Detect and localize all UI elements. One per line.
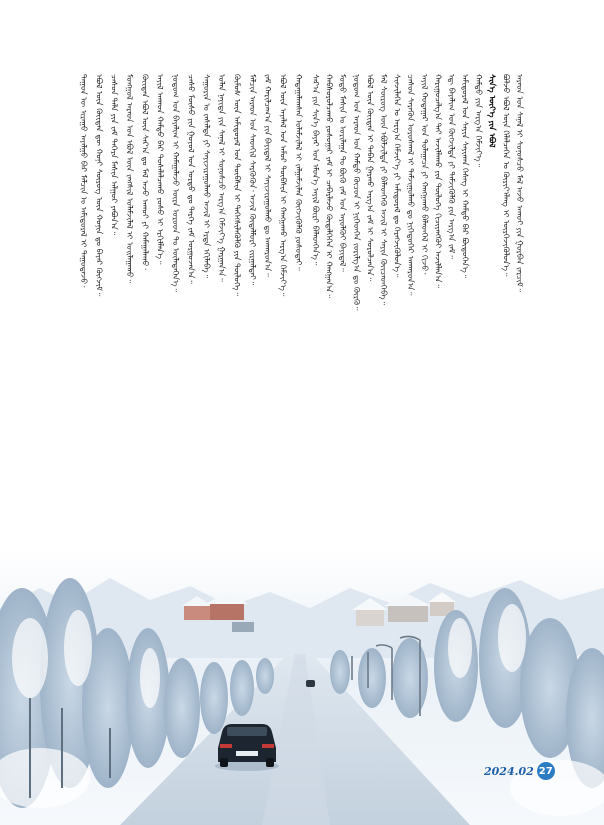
text-column: ᠬᠦᠢᠲᠡᠨ ᠡᠪᠦᠯ ᠦᠨ ᠰᠠᠷ᠎ᠠ ᠳᠤ ᠮᠠᠯ ᠠᠵᠤ ᠠᠬᠤᠢ ᠶᠢ ᠬᠠᠮᠠᠭᠠᠯᠠᠬᠤ᠂: [140, 74, 151, 270]
text-column: ᠨᠤᠲᠤᠭ ᠤᠨ ᠠᠷᠠᠳ ᠤᠨ ᠬᠠᠮᠲᠤ ᠬᠦᠴᠦᠨ ᠢ ᠨᠢᠭᠡᠳᠬᠡᠨ ᠵᠣᠷᠢᠯᠭ᠎ᠠ ᠳᠤ ᠬᠦᠷᠬᠦ᠃: [351, 74, 362, 311]
text-column: ᠬᠠᠪᠰᠤᠷᠤᠯᠴᠠᠬᠤ ᠶᠣᠰᠤᠭᠠᠷ ᠵᠠᠮ ᠢ ᠴᠡᠪᠡᠷᠯᠡᠵᠦ ᠬᠥᠳᠡᠯᠭᠡᠭᠡᠨ ᠢ ᠬᠠᠩᠭᠠᠨ᠎ᠠ᠃: [324, 74, 335, 299]
article-text-right-block: [310, 74, 525, 534]
text-column: ᠵᠠᠮ ᠬᠠᠷᠢᠯᠴᠠᠭ᠎ᠠ ᠶᠢᠨ ᠪᠠᠶᠢᠳᠠᠯ ᠢ ᠰᠠᠶᠢᠵᠢᠷᠠᠭᠤᠯᠬᠤ ᠳᠤ ᠠᠨᠬᠠᠷᠤᠨ᠎ᠠ᠃: [263, 74, 274, 277]
issue-date: 2024.02: [484, 764, 534, 778]
text-column: ᠰᠠᠷ᠎ᠠ ᠶᠢᠨ ᠰᠢᠨ᠎ᠡ ᠪᠠᠶᠠᠷ ᠤᠨ ᠡᠮᠦᠨ᠎ᠡ ᠠᠶᠢᠯ ᠪᠦᠷᠢ ᠪᠡᠯᠡᠳᠬᠡᠨ᠎ᠡ᠃: [311, 74, 321, 266]
article-text-left-block: [78, 74, 304, 546]
text-column: ᠠᠶᠢᠯ ᠬᠣᠲᠠᠭᠠᠷ ᠤᠨ ᠳᠤᠯᠠᠭᠠᠴᠠ ᠶᠢ ᠬᠠᠩᠭᠠᠬᠤ ᠪᠡᠯᠡᠳᠬᠡᠯ ᠢ ᠬᠢᠵᠦ᠂: [419, 74, 430, 275]
text-column: ᠬᠠᠳᠠᠭᠠᠯᠠᠭᠰᠠᠨ ᠤᠯᠠᠮᠵᠢᠯᠠᠯ ᠢ ᠵᠠᠯᠭᠠᠮᠵᠢᠯᠠᠨ ᠬᠥᠭᠵᠢᠭᠦᠯᠬᠦ ᠶᠣᠰᠤᠲᠠᠢ᠃: [293, 74, 304, 271]
text-column: ᠮᠣᠩᠭᠣᠯ ᠠᠷᠠᠳ ᠤᠨ ᠡᠪᠦᠯ ᠦᠨ ᠵᠠᠩᠱᠢᠯ ᠤᠯᠠᠮᠵᠢᠯᠠᠯ ᠢ ᠣᠢᠯᠠᠭᠠᠬᠤ᠃: [125, 74, 136, 284]
text-column: ᠮᠣᠲᠣ ᠮᠠᠰᠢᠨ ᠤ ᠣᠷᠢᠯᠠᠭᠠ ᠲᠤ ᠪᠦᠬᠦ ᠵᠠᠮ ᠤᠨ ᠠᠶᠤᠯᠭᠦᠢ ᠪᠠᠶᠢᠳᠠᠯ᠃: [338, 74, 349, 272]
text-column: ᠴᠠᠰᠤᠨ ᠰᠡᠷᠡᠭᠦᠨ ᠤᠷᠤᠰᠬᠠᠯ ᠢ ᠳᠠᠮᠵᠢᠭᠤᠯᠬᠤ ᠳᠤ ᠨᠢᠭᠡᠳᠦᠭᠡᠷ ᠠᠨᠬᠠᠷᠤᠨ᠎ᠠ᠃: [406, 74, 417, 296]
distant-car: [306, 680, 315, 687]
text-column: ᠡᠪᠦᠯ ᠦᠨ ᠬᠦᠢᠲᠡᠨ ᠳᠦ ᠬᠣᠨᠢ ᠰᠦᠷᠦᠭ ᠦᠨ ᠬᠣᠨᠢᠨ ᠳᠤ ᠪᠠᠶᠠᠷ ᠬᠥᠭᠵᠢᠮ᠃: [94, 74, 105, 297]
page-folio: [484, 762, 555, 780]
text-column: ᠠᠮᠢᠳᠤᠷᠠᠯ ᠤᠨ ᠰᠠᠶᠢᠨ ᠰᠠᠶᠢᠬᠠᠨ ᠬᠡᠰᠡᠭ ᠢ ᠬᠠᠮᠲᠤ ᠪᠡᠷ ᠪᠦᠲᠦᠭᠡᠨ᠎ᠡ᠃: [460, 74, 471, 279]
text-column: ᠬᠠᠷᠢᠭᠤᠴᠠᠯᠭ᠎ᠠ ᠲᠠᠢ ᠠᠵᠢᠯᠯᠠᠬᠤ ᠶᠢᠨ ᠲᠥᠯᠦᠭᠡ ᠬᠢᠴᠢᠶᠡᠩᠭᠦᠢ ᠠᠵᠢᠯᠯᠠᠨ᠎ᠠ᠃: [433, 74, 444, 289]
text-column: ᠨᠤᠲᠤᠭ ᠤᠨ ᠪᠠᠶᠠᠯᠢᠭ ᠢ ᠬᠠᠮᠠᠭᠠᠯᠠᠵᠤ ᠦᠷᠡ ᠣᠷᠣᠳ ᠲᠤ ᠦᠯᠡᠳᠡᠭᠡᠨ᠎ᠡ᠃: [171, 74, 182, 293]
text-column: ᠪᠣᠯᠵᠤ ᠡᠪᠦᠯ ᠦᠨ ᠬᠡᠯᠡᠯᠴᠡᠭᠡᠨ ᠤ ᠬᠦᠷᠢᠶ᠎ᠡᠯᠡᠩ ᠢ ᠥᠷᠭᠡᠵᠢᠭᠦᠯᠦᠨ᠎ᠡ᠃: [501, 74, 512, 277]
text-column: ᠡᠳ᠋ ᠪᠠᠶᠠᠯᠢᠭ ᠤᠨ ᠬᠥᠭᠵᠢᠯᠲᠡ ᠶᠢ ᠳᠡᠮᠵᠢᠭᠦᠯᠬᠦ ᠶᠢᠨ ᠠᠷᠭ᠎ᠠ ᠵᠠᠮ᠃: [446, 74, 457, 259]
text-column: ᠡᠪᠦᠯ ᠦᠨ ᠬᠦᠢᠲᠡᠨ ᠢ ᠳᠠᠪᠠᠨ ᠭᠠᠷᠬᠤ ᠠᠷᠭ᠎ᠠ ᠵᠠᠮ ᠢ ᠰᠤᠷᠤᠯᠴᠠᠨ᠎ᠠ᠃: [365, 74, 376, 282]
winter-road-photo: [0, 548, 604, 825]
text-column: ᠡᠪᠦᠯ ᠦᠨ ᠠᠶᠠᠯᠠᠯ ᠤᠨ ᠠᠮᠤᠷ ᠲᠦᠪᠰᠢᠨ ᠢ ᠬᠠᠩᠭᠠᠬᠤ ᠠᠷᠭ᠎ᠠ ᠬᠡᠮᠵᠢᠶ᠎ᠡ᠃: [278, 74, 289, 297]
text-column: ᠬᠠᠮᠲᠤ ᠶᠢᠨ ᠠᠷᠭ᠎ᠠ ᠬᠡᠮᠵᠢᠶ᠎ᠡ᠃: [474, 74, 485, 168]
text-column: ᠬᠦᠮᠦᠰ ᠦᠨ ᠠᠮᠢᠳᠤᠷᠠᠯ ᠤᠨ ᠲᠦᠪᠰᠢᠨ ᠢ ᠳᠡᠭᠡᠭᠰᠢᠯᠡᠭᠦᠯᠬᠦ ᠶᠢᠨ ᠲᠥᠯᠦᠭᠡ᠃: [232, 74, 243, 297]
text-column: ᠠᠶᠢᠯ ᠠᠬᠠᠳ ᠬᠠᠮᠲᠤ ᠪᠡᠷ ᠲᠤᠰᠠᠯᠠᠯᠴᠠᠬᠤ ᠶᠣᠰᠤ ᠢ ᠡᠷᠬᠢᠮᠯᠡᠨ᠎ᠡ᠃: [155, 74, 166, 265]
text-column: ᠣᠯᠠᠨ ᠨᠡᠶᠢᠲᠡ ᠶᠢᠨ ᠰᠠᠨᠠᠯ ᠢ ᠰᠣᠨᠣᠰᠴᠤ ᠠᠷᠭ᠎ᠠ ᠬᠡᠮᠵᠢᠶ᠎ᠡ ᠭᠠᠷᠭᠠᠨ᠎ᠠ᠃: [217, 74, 228, 282]
text-column: ᠮᠠᠯ ᠰᠦᠷᠦᠭ ᠦᠨ ᠡᠪᠦᠯᠵᠢᠯᠲᠡ ᠶᠢ ᠪᠡᠯᠡᠳᠬᠡᠬᠦ ᠠᠵᠢᠯ ᠢ ᠰᠠᠶᠢᠨ ᠭᠦᠢᠴᠡᠳᠬᠡᠪᠡ᠃: [378, 74, 389, 306]
text-column: ᠰᠠᠭᠤᠷᠢᠨ ᠤ ᠵᠠᠰᠠᠯᠲᠠ ᠶᠢ ᠰᠠᠶᠢᠵᠢᠷᠠᠭᠤᠯᠬᠤ ᠠᠵᠢᠯ ᠢ ᠡᠷᠲᠡ ᠡᠬᠢᠯᠡᠪᠡ᠃: [201, 74, 212, 279]
text-column: ᠠᠷᠠᠳ ᠤᠨ ᠰᠠᠨᠠᠯ ᠢ ᠰᠣᠨᠣᠰᠴᠤ ᠮᠠᠯ ᠠᠵᠤ ᠠᠬᠤᠢ ᠶᠢᠨ ᠭᠤᠷᠪᠠᠨ ᠵᠠᠷᠴᠢᠮ᠃: [514, 74, 525, 293]
article-heading: ᠰᠢᠨ᠎ᠡ ᠦᠶ᠎ᠡ ᠶᠢᠨ ᠡᠪᠦᠯ: [487, 74, 498, 148]
text-column: ᠴᠠᠰᠤ ᠮᠥᠰᠦ ᠶᠢᠨ ᠭᠤᠶᠤᠯ ᠤᠨ ᠤᠷᠳᠤ ᠳᠤ ᠲᠡᠷᠭᠡ ᠵᠠᠮ ᠤᠷᠭᠤᠵᠠᠨ᠎ᠠ᠃: [186, 74, 197, 284]
text-column: ᠮᠠᠯᠴᠢᠨ ᠠᠷᠠᠳ ᠤᠨ ᠰᠡᠳᠬᠢᠯ ᠰᠡᠷᠭᠦᠭᠦᠨ᠂ ᠠᠵᠢᠯ ᠬᠥᠳᠡᠯᠮᠦᠷᠢ ᠵᠢᠷᠭᠠᠯᠲᠠᠢ᠃: [247, 74, 258, 286]
text-column: ᠳᠠᠭᠤᠨ ᠦ ᠢᠷᠠᠭᠤ ᠠᠶᠠᠯᠭᠤ ᠪᠡᠷ ᠮᠠᠯᠴᠢᠨ ᠤ ᠠᠮᠢᠳᠤᠷᠠᠯ ᠢ ᠳᠠᠭᠤᠳᠠᠵᠤ᠂: [79, 74, 89, 288]
page-number: 27: [537, 762, 555, 780]
text-column: ᠰᠢᠨᠵᠢᠯᠡᠭᠡᠨ ᠤ ᠠᠷᠭ᠎ᠠ ᠬᠡᠮᠵᠢᠶ᠎ᠡ ᠶᠢ ᠠᠮᠢᠳᠤᠷᠠᠯ ᠳᠤ ᠬᠡᠷᠡᠭᠵᠢᠭᠦᠯᠦᠨ᠎ᠡ᠃: [392, 74, 403, 278]
car: [215, 724, 279, 771]
text-column: ᠴᠠᠰᠤᠨ ᠲᠠᠯᠠ ᠶᠢᠨ ᠵᠠᠮ ᠳᠡᠭᠡᠷᠡ ᠮᠠᠰᠢᠨ ᠠᠯᠭᠤᠷ ᠶᠠᠪᠤᠨ᠎ᠠ᠃: [109, 74, 120, 236]
